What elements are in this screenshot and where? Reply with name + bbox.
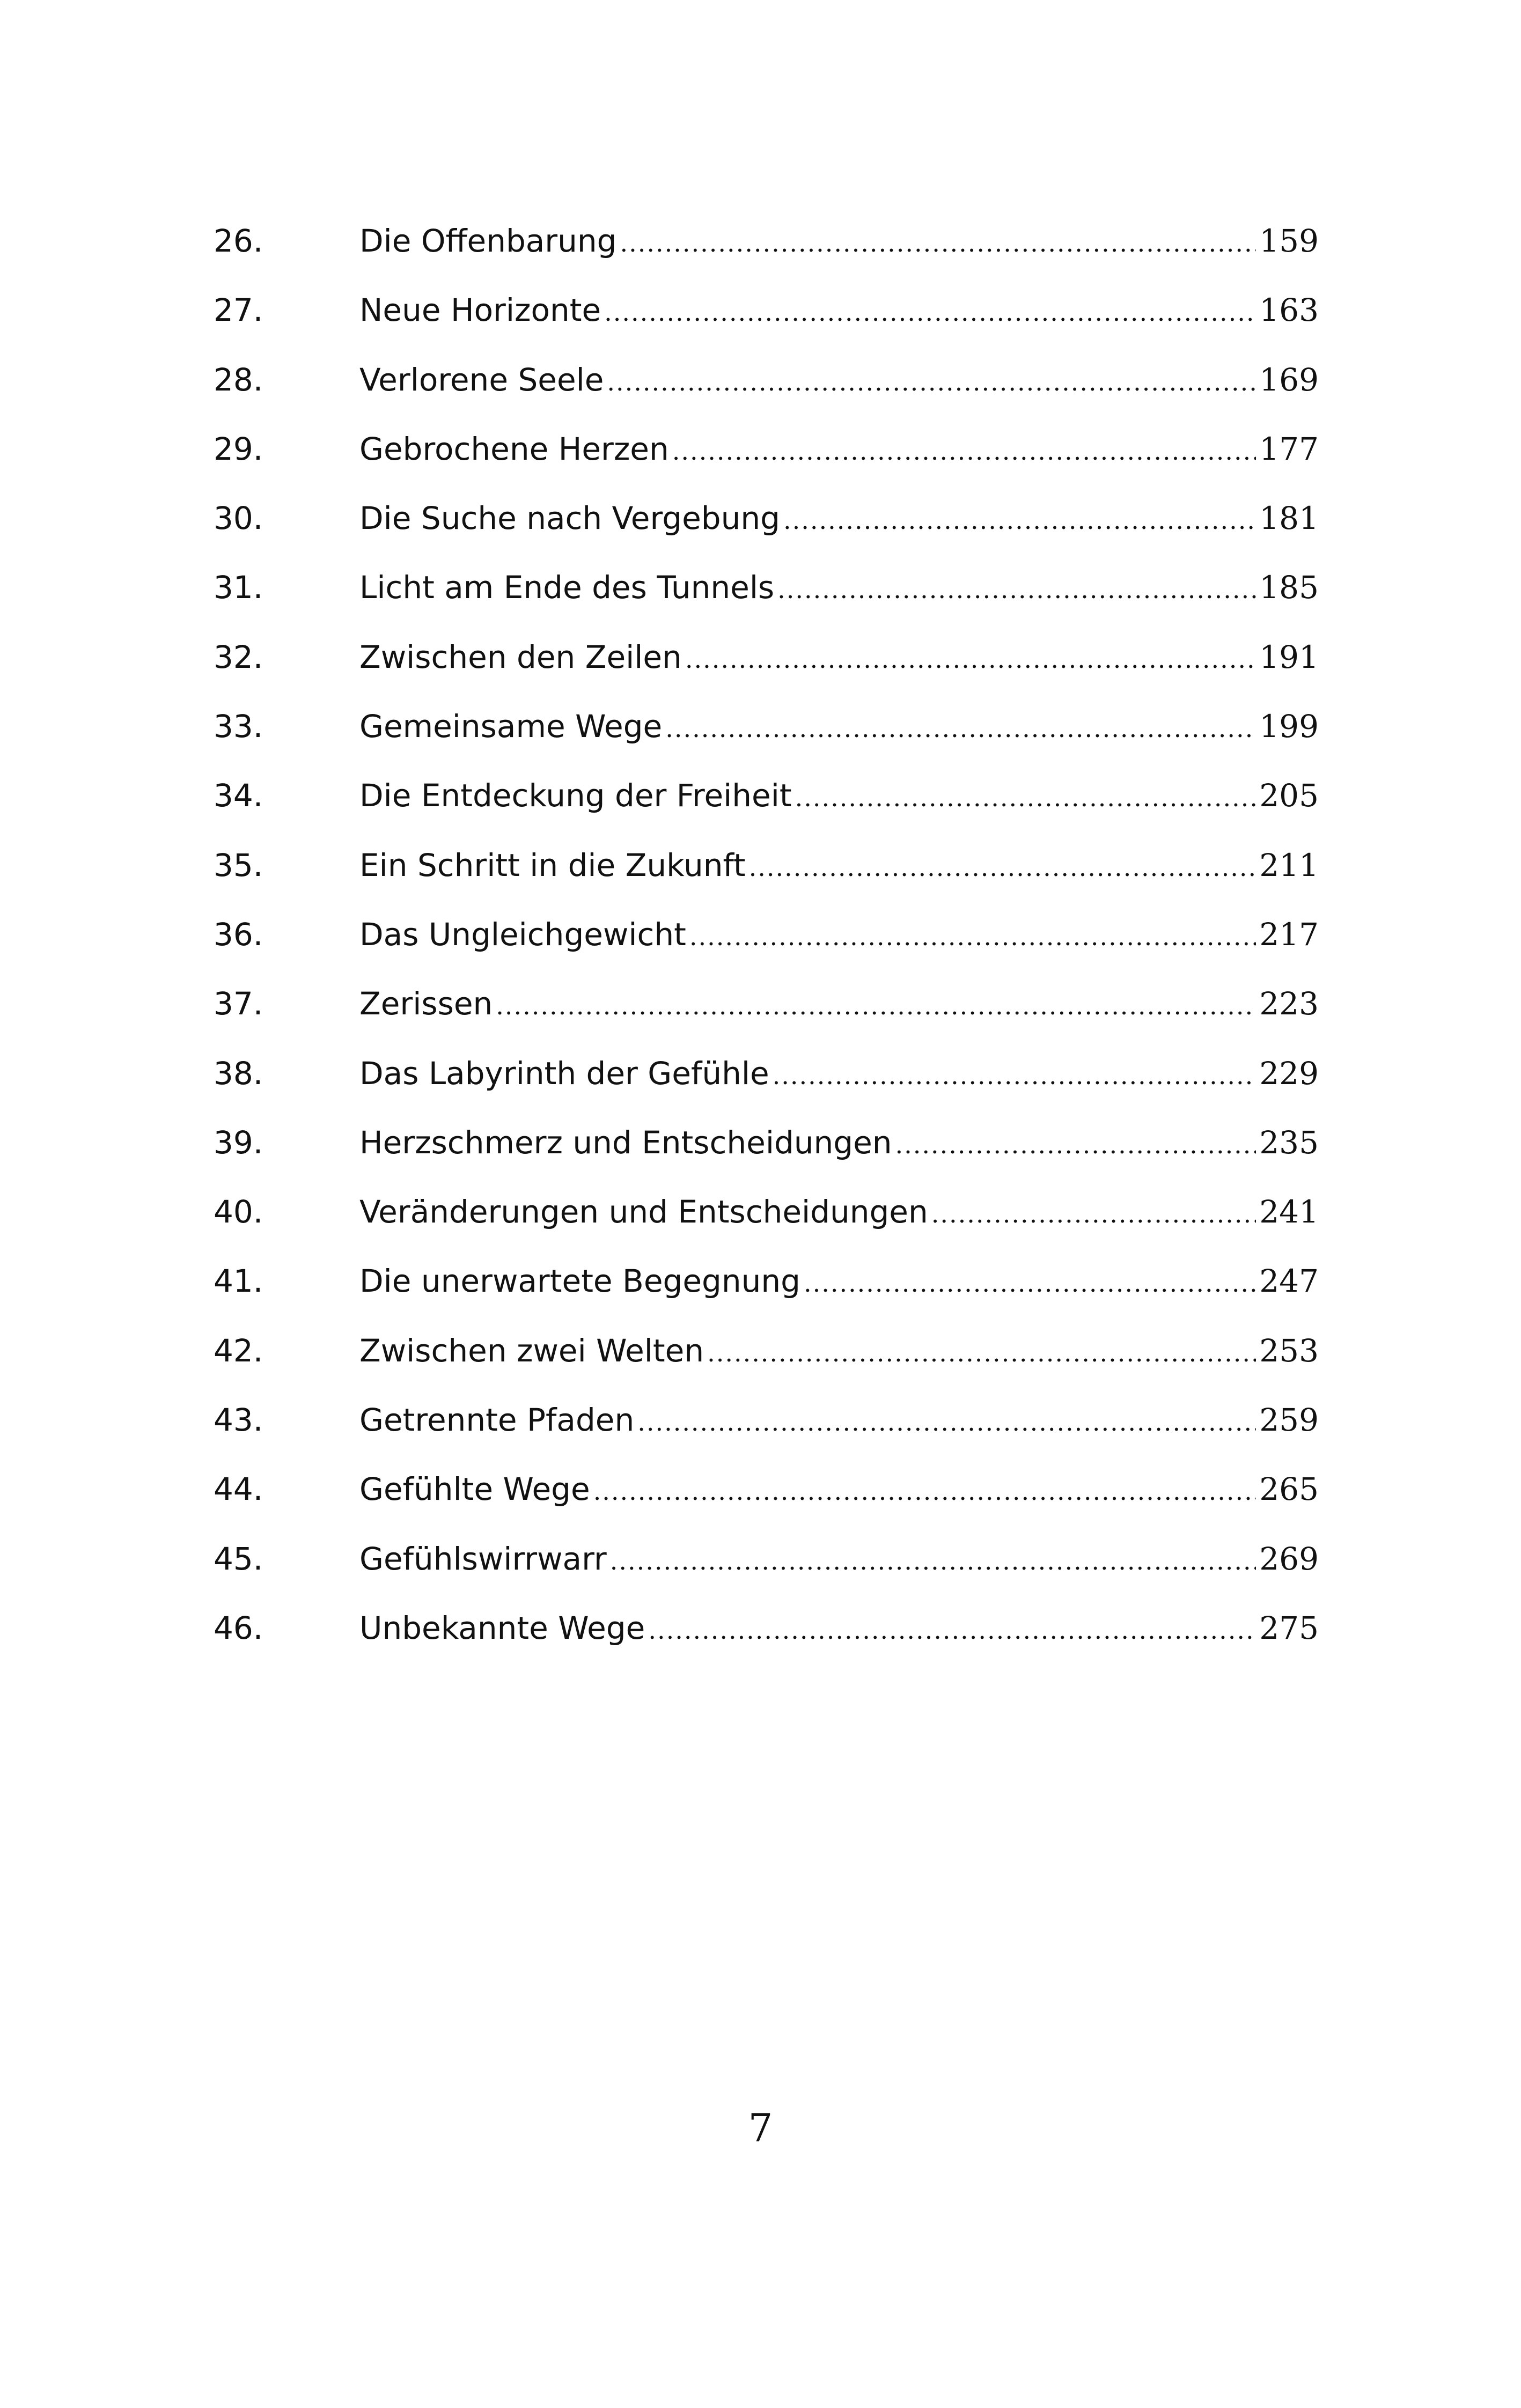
dot-leader	[795, 785, 1257, 810]
toc-entry-number: 40.	[214, 1194, 263, 1231]
toc-entry-number: 35.	[214, 846, 263, 883]
toc-entry-title: Herzschmerz und Entscheidungen	[359, 1124, 892, 1161]
toc-entry-page: 241	[1259, 1194, 1319, 1231]
toc-entry-title: Gefühlswirrwarr	[359, 1540, 607, 1577]
toc-entry[interactable]	[214, 430, 1319, 503]
toc-entry-title: Die unerwartete Begegnung	[359, 1263, 800, 1300]
toc-entry-page: 191	[1259, 638, 1319, 675]
toc-entry-number: 42.	[214, 1332, 263, 1369]
toc-entry-title: Gemeinsame Wege	[359, 708, 663, 745]
toc-entry-number: 38.	[214, 1055, 263, 1092]
toc-entry-page: 223	[1259, 985, 1319, 1022]
toc-entry-title: Die Entdeckung der Freiheit	[359, 777, 792, 814]
dot-leader	[804, 1271, 1256, 1295]
page-number: 7	[748, 2105, 773, 2151]
toc-entry-title: Gebrochene Herzen	[359, 430, 669, 467]
toc-entry[interactable]	[214, 1332, 1319, 1404]
toc-entry-title: Zwischen zwei Welten	[359, 1332, 704, 1369]
toc-entry[interactable]	[214, 916, 1319, 988]
toc-entry-number: 39.	[214, 1124, 263, 1161]
dot-leader	[593, 1479, 1257, 1504]
dot-leader	[648, 1618, 1256, 1643]
toc-entry-number: 43.	[214, 1402, 263, 1439]
toc-entry-page: 269	[1259, 1540, 1319, 1577]
toc-entry-page: 253	[1259, 1332, 1319, 1369]
toc-entry-title: Zwischen den Zeilen	[359, 638, 682, 675]
toc-entry-page: 177	[1259, 430, 1319, 467]
toc-entry-number: 37.	[214, 985, 263, 1022]
toc-entry-page: 205	[1259, 777, 1319, 814]
toc-entry[interactable]	[214, 1265, 1319, 1335]
toc-entry-number: 28.	[214, 361, 263, 398]
toc-entry-number: 36.	[214, 916, 263, 953]
toc-entry-number: 45.	[214, 1540, 263, 1577]
table-of-contents	[214, 225, 1319, 1682]
dot-leader	[689, 924, 1256, 949]
toc-entry[interactable]	[214, 1404, 1319, 1474]
toc-entry[interactable]	[214, 361, 1319, 433]
toc-entry-number: 26.	[214, 223, 263, 259]
toc-entry-number: 44.	[214, 1471, 263, 1508]
dot-leader	[637, 1410, 1256, 1434]
toc-entry-title: Die Suche nach Vergebung	[359, 500, 780, 537]
toc-entry-title: Unbekannte Wege	[359, 1609, 645, 1646]
toc-entry-page: 229	[1259, 1055, 1319, 1092]
toc-entry-page: 211	[1259, 846, 1319, 883]
toc-entry-page: 199	[1259, 708, 1319, 745]
toc-entry-page: 159	[1259, 223, 1319, 259]
toc-entry-title: Neue Horizonte	[359, 292, 601, 329]
dot-leader	[777, 577, 1256, 602]
toc-entry[interactable]	[214, 569, 1319, 641]
toc-entry[interactable]	[214, 777, 1319, 849]
toc-entry-page: 181	[1259, 500, 1319, 537]
toc-entry[interactable]	[214, 1124, 1319, 1196]
toc-entry-title: Die Offenbarung	[359, 223, 617, 259]
toc-entry-page: 275	[1259, 1609, 1319, 1646]
toc-entry-number: 33.	[214, 708, 263, 745]
toc-entry-title: Zerissen	[359, 985, 493, 1022]
toc-entry-title: Das Ungleichgewicht	[359, 916, 686, 953]
toc-entry-title: Das Labyrinth der Gefühle	[359, 1055, 769, 1092]
toc-entry[interactable]	[214, 985, 1319, 1057]
toc-entry[interactable]	[214, 294, 1319, 364]
dot-leader	[895, 1132, 1257, 1157]
toc-entry-number: 29.	[214, 430, 263, 467]
toc-entry[interactable]	[214, 1055, 1319, 1127]
dot-leader	[607, 370, 1256, 394]
toc-entry-page: 217	[1259, 916, 1319, 953]
toc-entry-page: 247	[1259, 1263, 1319, 1300]
toc-entry-number: 30.	[214, 500, 263, 537]
dot-leader	[496, 993, 1256, 1018]
toc-entry[interactable]	[214, 638, 1319, 711]
dot-leader	[604, 300, 1256, 325]
toc-entry[interactable]	[214, 500, 1319, 572]
dot-leader	[773, 1063, 1257, 1088]
toc-entry-page: 163	[1259, 292, 1319, 329]
toc-entry-title: Licht am Ende des Tunnels	[359, 569, 775, 606]
toc-entry-number: 31.	[214, 569, 263, 606]
toc-entry-title: Gefühlte Wege	[359, 1471, 590, 1508]
toc-entry-page: 185	[1259, 569, 1319, 606]
toc-entry-page: 235	[1259, 1124, 1319, 1161]
toc-entry-page: 169	[1259, 361, 1319, 398]
toc-entry-title: Veränderungen und Entscheidungen	[359, 1194, 928, 1231]
dot-leader	[783, 508, 1256, 533]
toc-entry-number: 41.	[214, 1263, 263, 1300]
dot-leader	[610, 1549, 1257, 1573]
toc-entry[interactable]	[214, 708, 1319, 780]
dot-leader	[931, 1202, 1257, 1226]
dot-leader	[707, 1341, 1256, 1365]
toc-entry[interactable]	[214, 846, 1319, 919]
dot-leader	[749, 855, 1257, 880]
toc-entry-title: Ein Schritt in die Zukunft	[359, 846, 746, 883]
toc-entry-page: 259	[1259, 1402, 1319, 1439]
toc-entry-title: Getrennte Pfaden	[359, 1402, 635, 1439]
dot-leader	[665, 716, 1256, 741]
toc-entry-page: 265	[1259, 1471, 1319, 1508]
toc-entry-number: 32.	[214, 638, 263, 675]
dot-leader	[620, 231, 1257, 255]
dot-leader	[672, 439, 1257, 463]
toc-entry[interactable]	[214, 1471, 1319, 1543]
toc-entry[interactable]	[214, 225, 1319, 294]
toc-entry[interactable]	[214, 1196, 1319, 1265]
toc-entry-title: Verlorene Seele	[359, 361, 604, 398]
toc-entry[interactable]	[214, 1609, 1319, 1682]
toc-entry-number: 34.	[214, 777, 263, 814]
toc-entry-number: 27.	[214, 292, 263, 329]
dot-leader	[685, 647, 1256, 672]
toc-entry-number: 46.	[214, 1609, 263, 1646]
toc-entry[interactable]	[214, 1540, 1319, 1612]
